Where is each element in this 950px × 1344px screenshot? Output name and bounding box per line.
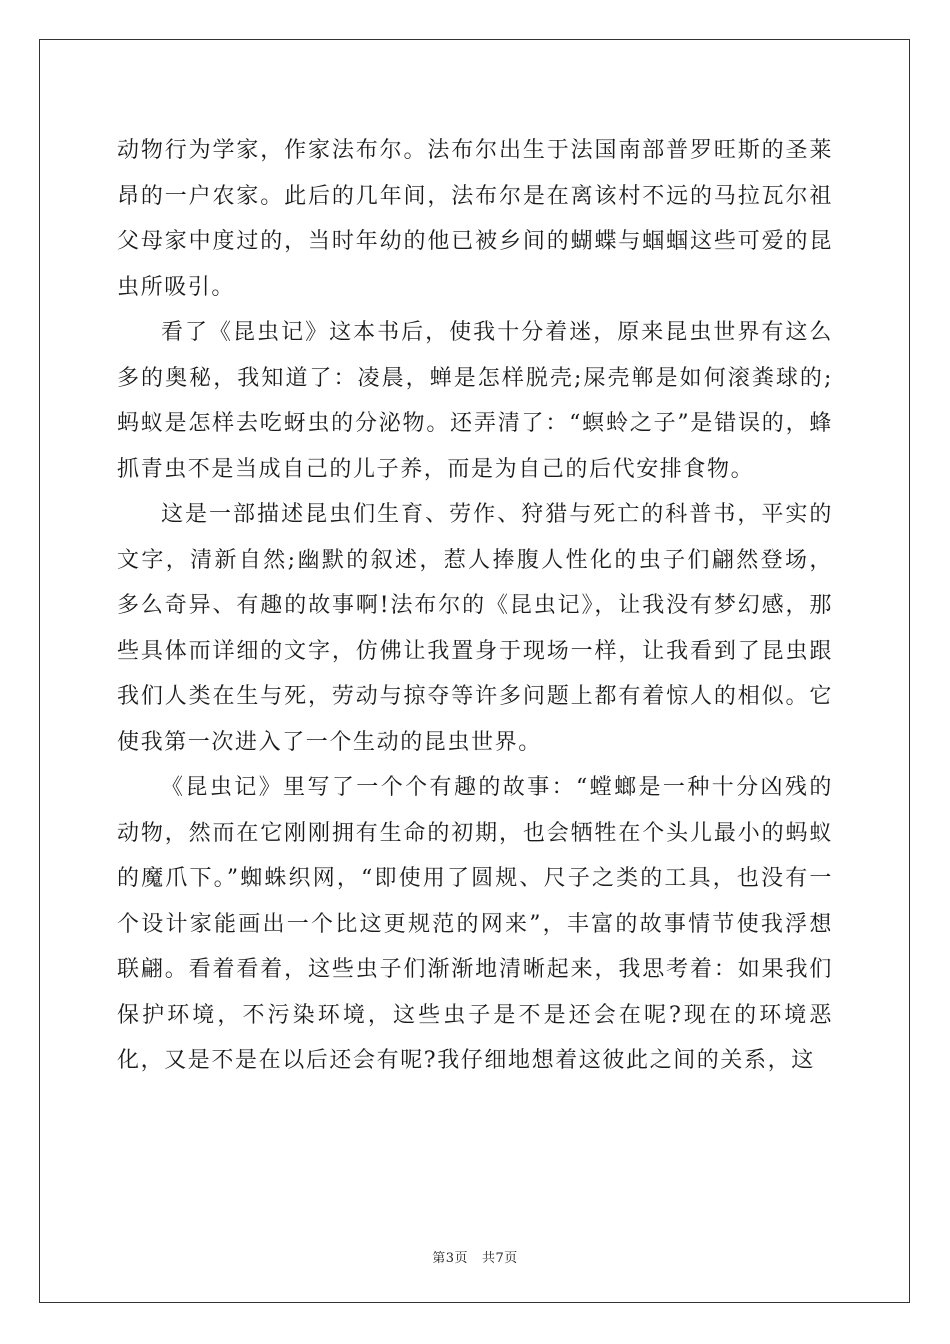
paragraph-1: 动物行为学家，作家法布尔。法布尔出生于法国南部普罗旺斯的圣莱昂的一户农家。此后的几年间，法布尔是在离该村不远的马拉瓦尔祖父母家中度过的，当时年幼的他已被乡间的蝴蝶与蝈蝈这些可爱的昆虫所吸引。 (117, 138, 833, 300)
paragraph-3: 这是一部描述昆虫们生育、劳作、狩猎与死亡的科普书，平实的文字，清新自然;幽默的叙述，惹人捧腹人性化的虫子们翩然登场，多么奇异、有趣的故事啊!法布尔的《昆虫记》，让我没有梦幻感，那些具体而详细的文字，仿佛让我置身于现场一样，让我看到了昆虫跟我们人类在生与死，劳动与掠夺等许多问题上都有着惊人的相似。它使我第一次进入了一个生动的昆虫世界。 (117, 502, 833, 755)
page-total: 共7页 (482, 1251, 518, 1266)
paragraph-2: 看了《昆虫记》这本书后，使我十分着迷，原来昆虫世界有这么多的奥秘，我知道了：凌晨，蝉是怎样脱壳;屎壳郸是如何滚粪球的;蚂蚁是怎样去吃蚜虫的分泌物。还弄清了：“螟蛉之子”是错误的，蜂抓青虫不是当成自己的儿子养，而是为自己的后代安排食物。 (117, 320, 833, 482)
page-footer (0, 1247, 950, 1266)
document-body (117, 128, 833, 1084)
paragraph-4: 《昆虫记》里写了一个个有趣的故事：“螳螂是一种十分凶残的动物，然而在它刚刚拥有生命的初期，也会牺牲在个头儿最小的蚂蚁的魔爪下。”蜘蛛织网，“即使用了圆规、尺子之类的工具，也没有一个设计家能画出一个比这更规范的网来”，丰富的故事情节使我浮想联翩。看着看着，这些虫子们渐渐地清晰起来，我思考着：如果我们保护环境，不污染环境，这些虫子是不是还会在呢?现在的环境恶化，又是不是在以后还会有呢?我仔细地想着这彼此之间的关系，这 (117, 775, 833, 1073)
page-number: 第3页 (432, 1251, 468, 1266)
